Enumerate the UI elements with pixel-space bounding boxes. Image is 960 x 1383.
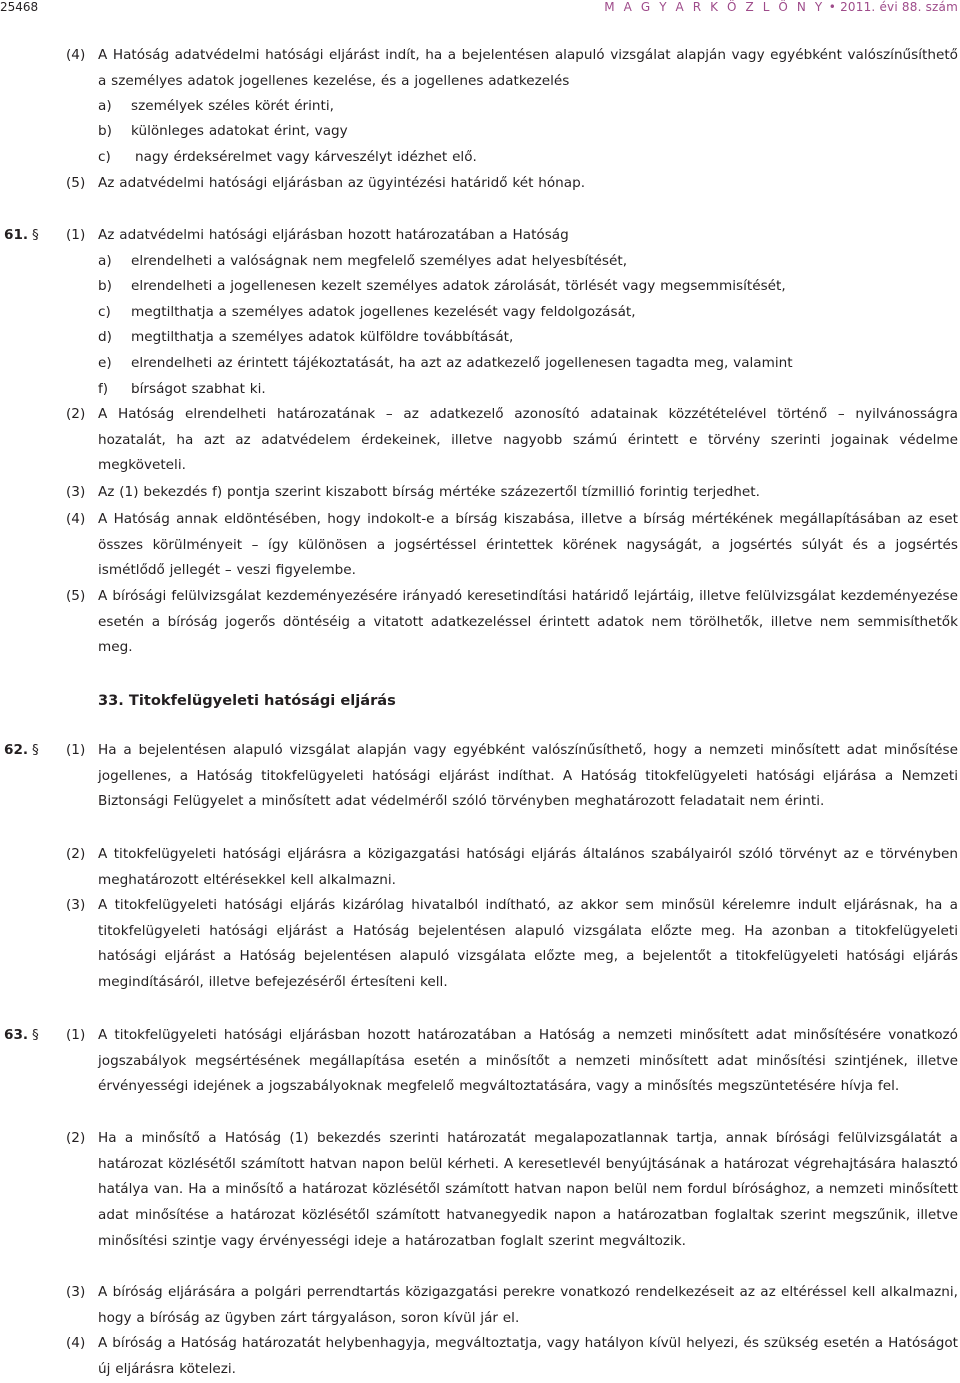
list-item-61-1-c [98, 300, 956, 326]
paragraph-text: Az adatvédelmi hatósági eljárásban az ügyintézési határidő két hónap. [98, 175, 586, 191]
list-letter: f) [98, 381, 109, 397]
list-text: megtilthatja a személyes adatok külföldre továbbítását, [131, 329, 514, 345]
paragraph-text: Ha a bejelentésen alapuló vizsgálat alapján vagy egyébként valószínűsíthető, hogy a nemzeti minősített adat minősítése jogellenes, a Hatóság titokfelügyeleti hatósági eljárást indíthat. A Hatóság titokfelügyeleti hatósági eljárása a Nemzeti Biztonsági Felügyelet a minősített adat védelméről szóló törvényben meghatározott feladatait nem érinti. [98, 742, 958, 810]
list-letter: a) [98, 253, 112, 269]
paragraph-61-2 [66, 402, 958, 479]
paragraph-text: A bírósági felülvizsgálat kezdeményezésére irányadó keresetindítási határidő lejártáig, illetve felülvizsgálat kezdeményezése esetén a bíróság jogerős döntéséig a vitatott adatkezeléssel érintett adatok nem törölhetők, illetve nem semmisíthetők meg. [98, 588, 958, 656]
journal-title [604, 0, 958, 14]
section-symbol: § [32, 227, 39, 243]
paragraph-number: (3) [66, 1284, 86, 1300]
paragraph-text: Az (1) bekezdés f) pontja szerint kiszabott bírság mértéke százezertől tízmillió forintig terjedhet. [98, 484, 760, 500]
paragraph-text: A titokfelügyeleti hatósági eljárásban hozott határozatában a Hatóság a nemzeti minősített adat minősítésére vonatkozó jogszabályok megsértésének megállapítása esetén a minősítőt a nemzeti minősített adat minősítési szintjének, illetve érvényességi idejének a jogszabályoknak megfelelő megváltoztatására, vagy a minősítés megszüntetésére hívja fel. [98, 1027, 958, 1095]
paragraph-number: (4) [66, 1335, 86, 1351]
list-text: személyek széles körét érinti, [131, 98, 334, 114]
paragraph-62-3 [66, 893, 958, 996]
paragraph-62-1 [66, 738, 958, 815]
paragraph-number: (5) [66, 175, 86, 191]
paragraph-number: (2) [66, 406, 86, 422]
journal-issue: 2011. évi 88. szám [840, 0, 958, 14]
list-letter: b) [98, 123, 112, 139]
list-text: elrendelheti a valóságnak nem megfelelő személyes adat helyesbítését, [131, 253, 628, 269]
paragraph-63-1 [66, 1023, 958, 1100]
subtitle-heading: 33. Titokfelügyeleti hatósági eljárás [98, 692, 396, 709]
paragraph-61-4 [66, 507, 958, 584]
paragraph-number: (3) [66, 897, 86, 913]
paragraph-61-3 [66, 480, 958, 506]
paragraph-text: A Hatóság adatvédelmi hatósági eljárást indít, ha a bejelentésen alapuló vizsgálat alapján vagy egyébként valószínűsíthető a személyes adatok jogellenes kezelése, és a jogellenes adatkezelés [98, 47, 958, 89]
paragraph-number: (5) [66, 588, 86, 604]
list-text: elrendelheti a jogellenesen kezelt személyes adatok zárolását, törlését vagy megsemmisítését, [131, 278, 786, 294]
paragraph-61-1 [66, 223, 958, 249]
paragraph-number: (2) [66, 846, 86, 862]
paragraph-number: (4) [66, 511, 86, 527]
list-item-60-4-c [98, 145, 955, 171]
paragraph-61-5 [66, 584, 958, 661]
list-text: különleges adatokat érint, vagy [131, 123, 348, 139]
paragraph-62-2 [66, 842, 958, 893]
paragraph-number: (1) [66, 742, 86, 758]
paragraph-text: A bíróság a Hatóság határozatát helybenhagyja, megváltoztatja, vagy hatályon kívül helyezi, és szükség esetén a Hatóságot új eljárásra kötelezi. [98, 1335, 958, 1377]
paragraph-text: A bíróság eljárására a polgári perrendtartás közigazgatási perekre vonatkozó rendelkezéseit az az eltéréssel kell alkalmazni, hogy a bíróság az ügyben zárt tárgyaláson, soron kívül jár el. [98, 1284, 958, 1326]
list-text: elrendelheti az érintett tájékoztatását, ha azt az adatkezelő jogellenesen tagadta meg, valamint [131, 355, 793, 371]
list-item-61-1-d [98, 325, 956, 351]
paragraph-number: (1) [66, 1027, 86, 1043]
list-letter: e) [98, 355, 112, 371]
list-text: bírságot szabhat ki. [131, 381, 266, 397]
journal-bullet: • [828, 0, 837, 14]
paragraph-63-4 [66, 1331, 958, 1382]
list-item-61-1-f [98, 377, 956, 403]
paragraph-60-4 [66, 43, 958, 94]
list-text: nagy érdeksérelmet vagy kárveszélyt idézhet elő. [135, 149, 477, 165]
list-item-60-4-b [98, 119, 951, 145]
section-62-label: 62. [4, 742, 29, 758]
journal-name: M A G Y A R K Ö Z L Ö N Y [604, 0, 825, 14]
list-text: megtilthatja a személyes adatok jogellenes kezelését vagy feldolgozását, [131, 304, 636, 320]
paragraph-number: (3) [66, 484, 86, 500]
paragraph-60-5 [66, 171, 958, 197]
paragraph-63-3 [66, 1280, 958, 1331]
list-item-61-1-e [98, 351, 956, 377]
list-item-61-1-b [98, 274, 956, 300]
section-symbol: § [32, 1027, 39, 1043]
list-item-61-1-a [98, 249, 956, 275]
list-letter: c) [98, 304, 111, 320]
page-header [0, 0, 960, 16]
list-letter: b) [98, 278, 112, 294]
list-letter: d) [98, 329, 112, 345]
paragraph-text: A titokfelügyeleti hatósági eljárás kizárólag hivatalból indítható, az akkor sem minősül kérelemre indult eljárásnak, ha a titokfelügyeleti hatósági eljárást a Hatóság bejelentésen alapuló vizsgálata előzte meg. Ha azonban a titokfelügyeleti hatósági eljárást a Hatóság bejelentésen alapuló vizsgálata előzte meg, a bejelentőt a titokfelügyeleti hatósági eljárás megindításáról, illetve befejezéséről értesíteni kell. [98, 897, 958, 991]
paragraph-number: (4) [66, 47, 86, 63]
list-letter: c) [98, 149, 111, 165]
paragraph-text: Ha a minősítő a Hatóság (1) bekezdés szerinti határozatát megalapozatlannak tartja, annak bírósági felülvizsgálatát a határozat közlésétől számított hatvan napon belül kérheti. A keresetlevél benyújtásának a határozat végrehajtására halasztó hatálya van. Ha a minősítő a határozat közlésétől számított hatvan napon belül nem fordul bírósághoz, a nemzeti minősített adat minősítése a határozat közlésétől számított hatvanegyedik napon a határozatban foglaltak szerint megszűnik, illetve minősítési szintje vagy érvényességi ideje a határozatban foglalt szerint megváltozik. [98, 1130, 958, 1249]
paragraph-number: (2) [66, 1130, 86, 1146]
section-symbol: § [32, 742, 39, 758]
paragraph-63-2 [66, 1126, 958, 1255]
paragraph-number: (1) [66, 227, 86, 243]
paragraph-text: A Hatóság elrendelheti határozatának – az adatkezelő azonosító adatainak közzétételével történő – nyilvánosságra hozatalát, ha azt az adatvédelem érdekeinek, illetve nagyobb számú érintett e törvény szerinti jogainak védelme megköveteli. [98, 406, 958, 474]
section-61-label: 61. [4, 227, 29, 243]
paragraph-text: A Hatóság annak eldöntésében, hogy indokolt-e a bírság kiszabása, illetve a bírság mértékének megállapításában az eset összes körülményeit – így különösen a jogsértéssel érintettek körének nagyságát, a jogsértés súlyát és a jogsértés ismétlődő jellegét – veszi figyelembe. [98, 511, 958, 579]
paragraph-text: Az adatvédelmi hatósági eljárásban hozott határozatában a Hatóság [98, 227, 569, 243]
paragraph-text: A titokfelügyeleti hatósági eljárásra a közigazgatási hatósági eljárás általános szabályairól szóló törvényt az e törvényben meghatározott eltérésekkel kell alkalmazni. [98, 846, 958, 888]
list-item-60-4-a [98, 94, 951, 120]
list-letter: a) [98, 98, 112, 114]
page-number: 25468 [0, 0, 39, 14]
section-63-label: 63. [4, 1027, 29, 1043]
